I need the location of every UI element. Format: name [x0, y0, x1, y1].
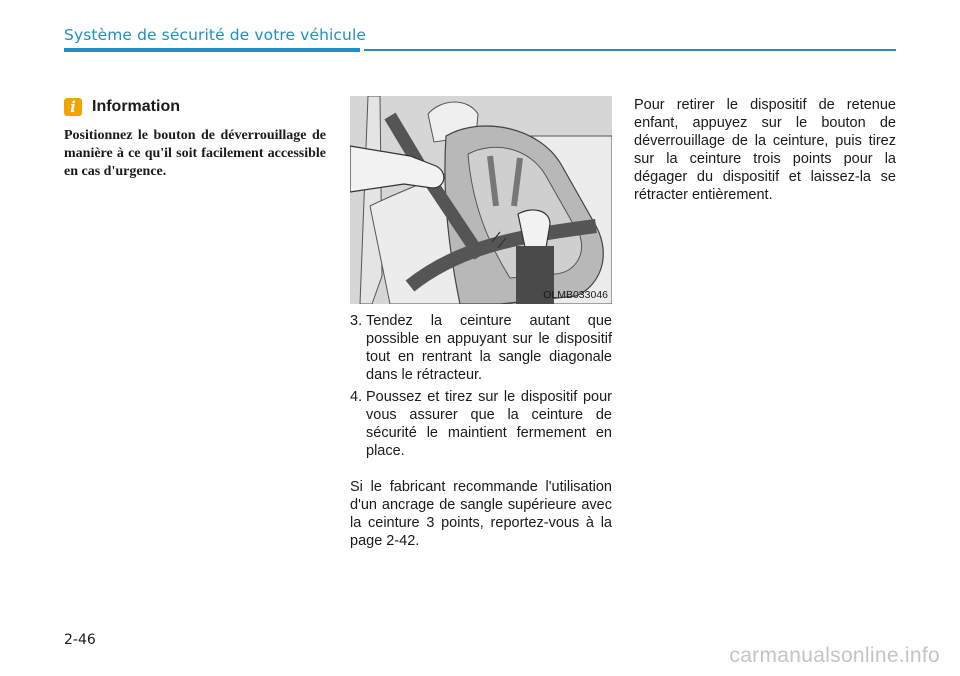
watermark: carmanualsonline.info: [729, 644, 940, 667]
middle-column: [350, 312, 612, 550]
removal-paragraph: Pour retirer le dispositif de retenue enfant, appuyez sur le bouton de déverrouillage de la ceinture, puis tirez sur la ceinture trois points pour la dégager du dispositif et laissez-la se rétracter entièrement.: [634, 97, 896, 203]
anchor-strap-paragraph: Si le fabricant recommande l'utilisation d'un ancrage de sangle supérieure avec la ceinture 3 points, reportez-vous à la page 2-42.: [350, 479, 612, 549]
step-3: [350, 312, 612, 384]
information-header: [64, 96, 326, 118]
information-body: Positionnez le bouton de déverrouillage de manière à ce qu'il soit facilement accessible en cas d'urgence.: [64, 128, 326, 179]
step-4: [350, 388, 612, 460]
section-title: Système de sécurité de votre véhicule: [64, 26, 366, 44]
header-rule-thick: [64, 48, 360, 52]
header-rule-thin: [364, 49, 896, 51]
step-number: 3.: [350, 313, 363, 329]
page-number: 2-46: [64, 632, 96, 648]
step-text: Tendez la ceinture autant que possible en appuyant sur le dispositif tout en rentrant la sangle diagonale dans le rétracteur.: [366, 313, 612, 383]
info-icon: i: [64, 98, 82, 116]
information-title: Information: [92, 98, 180, 115]
child-seat-drawing: [350, 96, 612, 304]
step-number: 4.: [350, 389, 363, 405]
figure-code: OLMB033046: [543, 289, 608, 301]
step-text: Poussez et tirez sur le dispositif pour vous assurer que la ceinture de sécurité le maintient fermement en place.: [366, 389, 612, 459]
information-box: [64, 96, 326, 181]
child-seat-illustration: [350, 96, 612, 304]
